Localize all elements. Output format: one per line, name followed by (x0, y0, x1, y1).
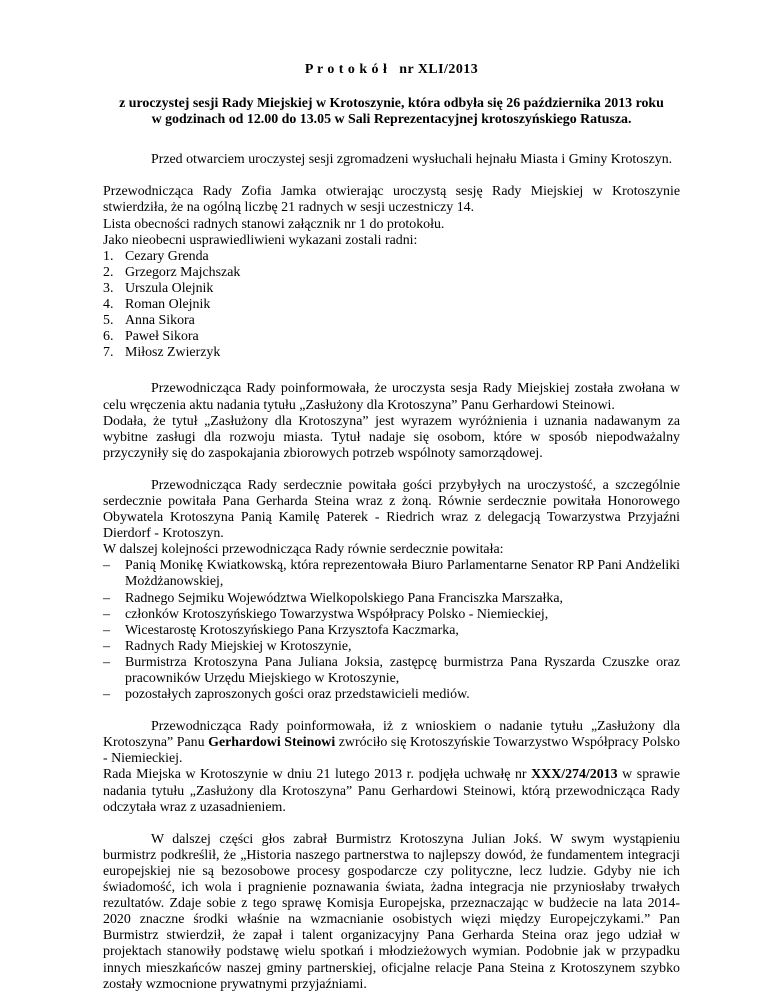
opening-line-1: Przewodnicząca Rady Zofia Jamka otwierając uroczystą sesję Rady Miejskiej w Krotoszynie stwierdziła, że na ogólną liczbę 21 radnych w sesji uczestniczy 14. (103, 184, 680, 216)
greeted-list (103, 558, 680, 703)
list-item: – Wicestarostę Krotoszyńskiego Pana Krzysztofa Kaczmarka, (103, 622, 459, 638)
title-number: XLI/2013 (417, 62, 479, 77)
honoree-name: Gerhardowi Steinowi (208, 735, 336, 751)
list-item: – Radnych Rady Miejskiej w Krotoszynie, (103, 638, 352, 654)
resolution-paragraph: Rada Miejska w Krotoszynie w dniu 21 lutego 2013 r. podjęła uchwałę nr XXX/274/2013 w sprawie nadania tytułu „Zasłużony dla Krotoszyna” Panu Gerhardowi Steinowi, którą przewodnicząca Rady odczytała wraz z uzasadnieniem. (103, 767, 680, 815)
list-item: 1. Cezary Grenda (103, 248, 209, 264)
subtitle-line-1: z uroczystej sesji Rady Miejskiej w Krotoszynie, która odbyła się 26 października 2013 roku (119, 96, 664, 112)
greeting-next-line: W dalszej kolejności przewodnicząca Rady równie serdecznie powitała: (103, 542, 504, 558)
page-title (103, 62, 680, 78)
list-item: 5. Anna Sikora (103, 313, 195, 329)
list-item: 3. Urszula Olejnik (103, 280, 214, 296)
list-item: 2. Grzegorz Majchszak (103, 264, 241, 280)
list-item: 6. Paweł Sikora (103, 329, 199, 345)
list-item: – Radnego Sejmiku Województwa Wielkopolskiego Pana Franciszka Marszałka, (103, 590, 563, 606)
greeting-paragraph: Przewodnicząca Rady serdecznie powitała gości przybyłych na uroczystość, a szczególnie serdecznie powitała Pana Gerharda Steina wraz z żoną. Równie serdecznie powitała Honorowego Obywatela Krotoszyna Panią Kamilę Paterek - Riedrich wraz z delegacją Towarzystwa Przyjaźni Dierdorf - Krotoszyn. (103, 477, 680, 542)
list-item: 4. Roman Olejnik (103, 297, 211, 313)
added-paragraph: Dodała, że tytuł „Zasłużony dla Krotoszyna” jest wyrazem wyróżnienia i uznania nadawanym za wybitne zasługi dla rozwoju miasta. Tytuł nadaje się osobom, które w sposób niepodważalny przyczyniły się do zaspokajania zbiorowych potrzeb wspólnoty samorządowej. (103, 413, 680, 461)
title-prefix: P r o t o k ó ł nr (304, 62, 418, 77)
list-item: – Panią Monikę Kwiatkowską, która reprezentowała Biuro Parlamentarne Senator RP Pani Andżeliki Możdżanowskiej, (103, 558, 680, 590)
mayor-paragraph: W dalszej części głos zabrał Burmistrz Krotoszyna Julian Jokś. W swym wystąpieniu burmistrz podkreślił, że „Historia naszego partnerstwa to najlepszy dowód, że fundamentem integracji europejskiej nie są bezosobowe procesy gospodarcze czy polityczne, lecz ludzie. Gdyby nie ich świadomość, ich wola i pragnienie poznawania świata, żadna integracja nie przyniosłaby trwałych rezultatów. Zdaje sobie z tego sprawę Komisja Europejska, przeznaczając w budżecie na lata 2014-2020 znaczne środki właśnie na wzmacnianie osobistych więzi między Europejczykami.” Pan Burmistrz stwierdził, że zapał i talent organizacyjny Pana Gerharda Steina oraz jego udział w projektach stanowiły podstawę wielu spotkań i młodzieżowych wymian. Podobnie jak w przypadku innych mieszkańców naszej gminy partnerskiej, oficjalne relacje Pana Steina z Krotoszynem szybko zostały wzmocnione prywatnymi przyjaźniami. (103, 831, 680, 992)
opening-section (103, 184, 680, 361)
intro-paragraph: Przed otwarciem uroczystej sesji zgromadzeni wysłuchali hejnału Miasta i Gminy Krotoszyn. (151, 152, 673, 168)
list-item: 7. Miłosz Zwierzyk (103, 345, 221, 361)
subtitle-line-2: w godzinach od 12.00 do 13.05 w Sali Reprezentacyjnej krotoszyńskiego Ratusza. (151, 112, 632, 128)
list-item: – pozostałych zaproszonych gości oraz przedstawicieli mediów. (103, 687, 470, 703)
absent-list (103, 249, 680, 362)
list-item: – Burmistrza Krotoszyna Pana Juliana Joksia, zastępcę burmistrza Pana Ryszarda Czuszke oraz pracowników Urzędu Miejskiego w Krotoszynie, (103, 654, 680, 686)
motion-paragraph: Przewodnicząca Rady poinformowała, iż z wnioskiem o nadanie tytułu „Zasłużony dla Krotoszyna” Panu Gerhardowi Steinowi zwróciło się Krotoszyńskie Towarzystwo Współpracy Polsko - Niemieckiej. (103, 719, 680, 767)
opening-line-3: Jako nieobecni usprawiedliwieni wykazani zostali radni: (103, 232, 418, 248)
list-item: – członków Krotoszyńskiego Towarzystwa Współpracy Polsko - Niemieckiej, (103, 606, 549, 622)
purpose-paragraph: Przewodnicząca Rady poinformowała, że uroczysta sesja Rady Miejskiej została zwołana w celu wręczenia aktu nadania tytułu „Zasłużony dla Krotoszyna” Panu Gerhardowi Steinowi. (103, 381, 680, 413)
resolution-number: XXX/274/2013 (531, 767, 618, 783)
opening-line-2: Lista obecności radnych stanowi załącznik nr 1 do protokołu. (103, 216, 445, 232)
page-subtitle (103, 96, 680, 128)
